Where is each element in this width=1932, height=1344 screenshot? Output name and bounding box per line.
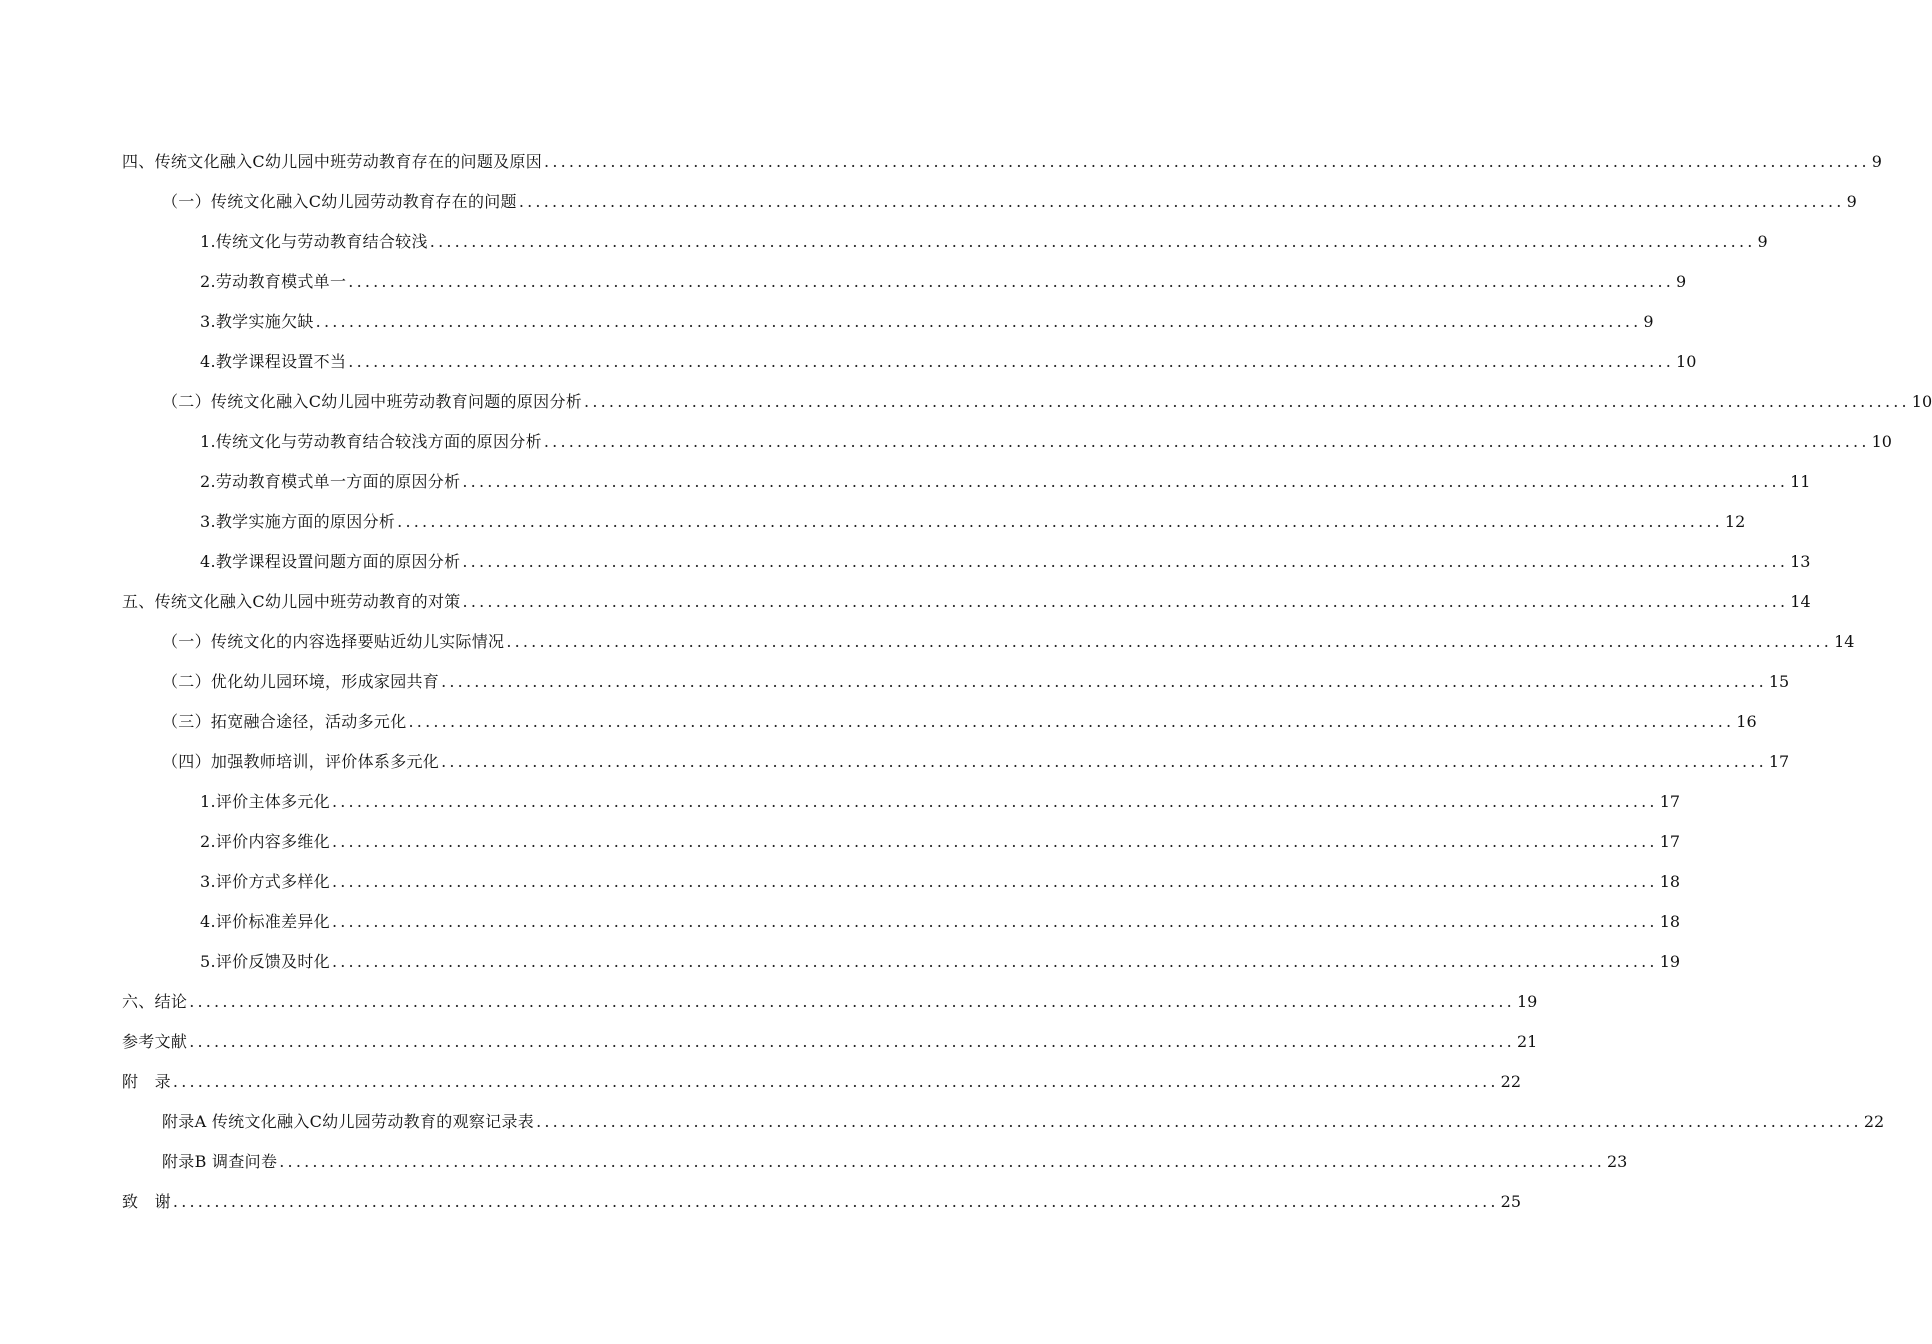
- toc-entry[interactable]: [0, 1102, 1885, 1142]
- toc-entry[interactable]: [0, 142, 1882, 182]
- toc-entry[interactable]: [0, 342, 1697, 382]
- toc-page-number: 23: [1607, 1152, 1628, 1171]
- toc-dot-leader: ................................................................................................................................................................: [462, 592, 1789, 611]
- toc-entry-title: 附录A 传统文化融入C幼儿园劳动教育的观察记录表: [162, 1112, 535, 1131]
- toc-entry-title: 1.评价主体多元化: [200, 792, 330, 811]
- toc-entry-title: 3.教学实施方面的原因分析: [200, 512, 396, 531]
- toc-dot-leader: ................................................................................................................................................................: [397, 512, 1723, 531]
- toc-entry[interactable]: [0, 622, 1855, 662]
- toc-entry-title: 4.教学课程设置问题方面的原因分析: [200, 552, 461, 571]
- toc-dot-leader: ................................................................................................................................................................: [279, 1152, 1605, 1171]
- toc-entry[interactable]: [0, 462, 1811, 502]
- toc-entry[interactable]: [0, 262, 1687, 302]
- toc-entry-title: 4.教学课程设置不当: [200, 352, 347, 371]
- table-of-contents: [0, 142, 1932, 1222]
- toc-dot-leader: ................................................................................................................................................................: [348, 272, 1675, 291]
- toc-dot-leader: ................................................................................................................................................................: [441, 752, 1767, 771]
- toc-dot-leader: ................................................................................................................................................................: [331, 792, 1658, 811]
- toc-entry-title: 参考文献: [122, 1032, 188, 1051]
- toc-page-number: 19: [1659, 952, 1681, 971]
- toc-dot-leader: ................................................................................................................................................................: [584, 392, 1910, 411]
- toc-entry-title: 1.传统文化与劳动教育结合较浅: [200, 232, 428, 251]
- toc-dot-leader: ................................................................................................................................................................: [331, 832, 1658, 851]
- toc-entry-title: （二）优化幼儿园环境，形成家园共育: [162, 672, 440, 691]
- toc-entry[interactable]: [0, 542, 1811, 582]
- toc-entry[interactable]: [0, 1062, 1522, 1102]
- toc-entry[interactable]: [0, 1022, 1538, 1062]
- toc-page-number: 14: [1834, 632, 1855, 651]
- toc-entry[interactable]: [0, 582, 1811, 622]
- toc-dot-leader: ................................................................................................................................................................: [189, 992, 1515, 1011]
- toc-page-number: 9: [1643, 312, 1654, 331]
- toc-dot-leader: ................................................................................................................................................................: [189, 1032, 1515, 1051]
- toc-entry[interactable]: [0, 782, 1681, 822]
- toc-page-number: 10: [1676, 352, 1697, 371]
- toc-entry-title: （一）传统文化融入C幼儿园劳动教育存在的问题: [162, 192, 517, 211]
- toc-dot-leader: ................................................................................................................................................................: [408, 712, 1735, 731]
- toc-dot-leader: ................................................................................................................................................................: [429, 232, 1756, 251]
- toc-entry-title: 六、结论: [122, 992, 188, 1011]
- toc-entry[interactable]: [0, 182, 1857, 222]
- toc-entry-title: 附录B 调查问卷: [162, 1152, 278, 1171]
- toc-entry[interactable]: [0, 902, 1681, 942]
- toc-entry-title: 附 录: [122, 1072, 171, 1091]
- toc-entry-title: 4.评价标准差异化: [200, 912, 330, 931]
- toc-dot-leader: ................................................................................................................................................................: [331, 952, 1658, 971]
- toc-entry-title: （三）拓宽融合途径，活动多元化: [162, 712, 407, 731]
- toc-page-number: 9: [1846, 192, 1857, 211]
- toc-page-number: 18: [1659, 872, 1681, 891]
- toc-page-number: 14: [1790, 592, 1811, 611]
- toc-page-number: 10: [1871, 432, 1892, 451]
- toc-page-number: 19: [1516, 992, 1538, 1011]
- toc-page-number: 16: [1736, 712, 1757, 731]
- toc-dot-leader: ................................................................................................................................................................: [518, 192, 1845, 211]
- toc-entry[interactable]: [0, 822, 1681, 862]
- toc-entry-title: 3.评价方式多样化: [200, 872, 330, 891]
- toc-page-number: 9: [1871, 152, 1882, 171]
- toc-page-number: 17: [1659, 832, 1681, 851]
- toc-dot-leader: ................................................................................................................................................................: [462, 472, 1789, 491]
- toc-dot-leader: ................................................................................................................................................................: [331, 872, 1658, 891]
- toc-entry-title: 致 谢: [122, 1192, 171, 1211]
- toc-page-number: 18: [1659, 912, 1681, 931]
- toc-page-number: 25: [1500, 1192, 1522, 1211]
- toc-entry-title: 2.评价内容多维化: [200, 832, 330, 851]
- toc-entry-title: 1.传统文化与劳动教育结合较浅方面的原因分析: [200, 432, 542, 451]
- toc-page-number: 22: [1500, 1072, 1522, 1091]
- toc-entry-title: （二）传统文化融入C幼儿园中班劳动教育问题的原因分析: [162, 392, 583, 411]
- toc-entry[interactable]: [0, 702, 1757, 742]
- toc-dot-leader: ................................................................................................................................................................: [543, 432, 1870, 451]
- toc-page-number: 9: [1757, 232, 1768, 251]
- toc-page-number: 15: [1768, 672, 1790, 691]
- toc-entry[interactable]: [0, 1142, 1628, 1182]
- toc-page-number: 17: [1768, 752, 1790, 771]
- toc-entry[interactable]: [0, 422, 1892, 462]
- toc-entry-title: 四、传统文化融入C幼儿园中班劳动教育存在的问题及原因: [122, 152, 543, 171]
- toc-dot-leader: ................................................................................................................................................................: [331, 912, 1658, 931]
- toc-page-number: 22: [1863, 1112, 1885, 1131]
- toc-entry-title: （一）传统文化的内容选择要贴近幼儿实际情况: [162, 632, 505, 651]
- toc-page-number: 11: [1790, 472, 1811, 491]
- toc-dot-leader: ................................................................................................................................................................: [172, 1072, 1499, 1091]
- toc-page-number: 21: [1516, 1032, 1538, 1051]
- toc-dot-leader: ................................................................................................................................................................: [544, 152, 1870, 171]
- toc-dot-leader: ................................................................................................................................................................: [315, 312, 1642, 331]
- toc-dot-leader: ................................................................................................................................................................: [172, 1192, 1499, 1211]
- toc-entry-title: 5.评价反馈及时化: [200, 952, 330, 971]
- toc-entry-title: 3.教学实施欠缺: [200, 312, 314, 331]
- toc-entry[interactable]: [0, 302, 1654, 342]
- toc-entry[interactable]: [0, 382, 1932, 422]
- toc-page-number: 12: [1724, 512, 1746, 531]
- toc-dot-leader: ................................................................................................................................................................: [506, 632, 1833, 651]
- toc-entry[interactable]: [0, 742, 1790, 782]
- toc-entry[interactable]: [0, 222, 1768, 262]
- toc-page-number: 9: [1676, 272, 1687, 291]
- toc-entry[interactable]: [0, 942, 1681, 982]
- toc-entry-title: 五、传统文化融入C幼儿园中班劳动教育的对策: [122, 592, 461, 611]
- toc-entry-title: 2.劳动教育模式单一方面的原因分析: [200, 472, 461, 491]
- toc-page-number: 10: [1911, 392, 1932, 411]
- toc-entry-title: （四）加强教师培训，评价体系多元化: [162, 752, 440, 771]
- toc-entry[interactable]: [0, 862, 1681, 902]
- toc-page-number: 13: [1790, 552, 1811, 571]
- toc-entry-title: 2.劳动教育模式单一: [200, 272, 347, 291]
- toc-dot-leader: ................................................................................................................................................................: [536, 1112, 1862, 1131]
- toc-page-number: 17: [1659, 792, 1681, 811]
- toc-entry[interactable]: [0, 502, 1746, 542]
- toc-dot-leader: ................................................................................................................................................................: [348, 352, 1675, 371]
- toc-entry[interactable]: [0, 662, 1790, 702]
- toc-entry[interactable]: [0, 982, 1538, 1022]
- toc-dot-leader: ................................................................................................................................................................: [462, 552, 1789, 571]
- toc-dot-leader: ................................................................................................................................................................: [441, 672, 1767, 691]
- toc-entry[interactable]: [0, 1182, 1522, 1222]
